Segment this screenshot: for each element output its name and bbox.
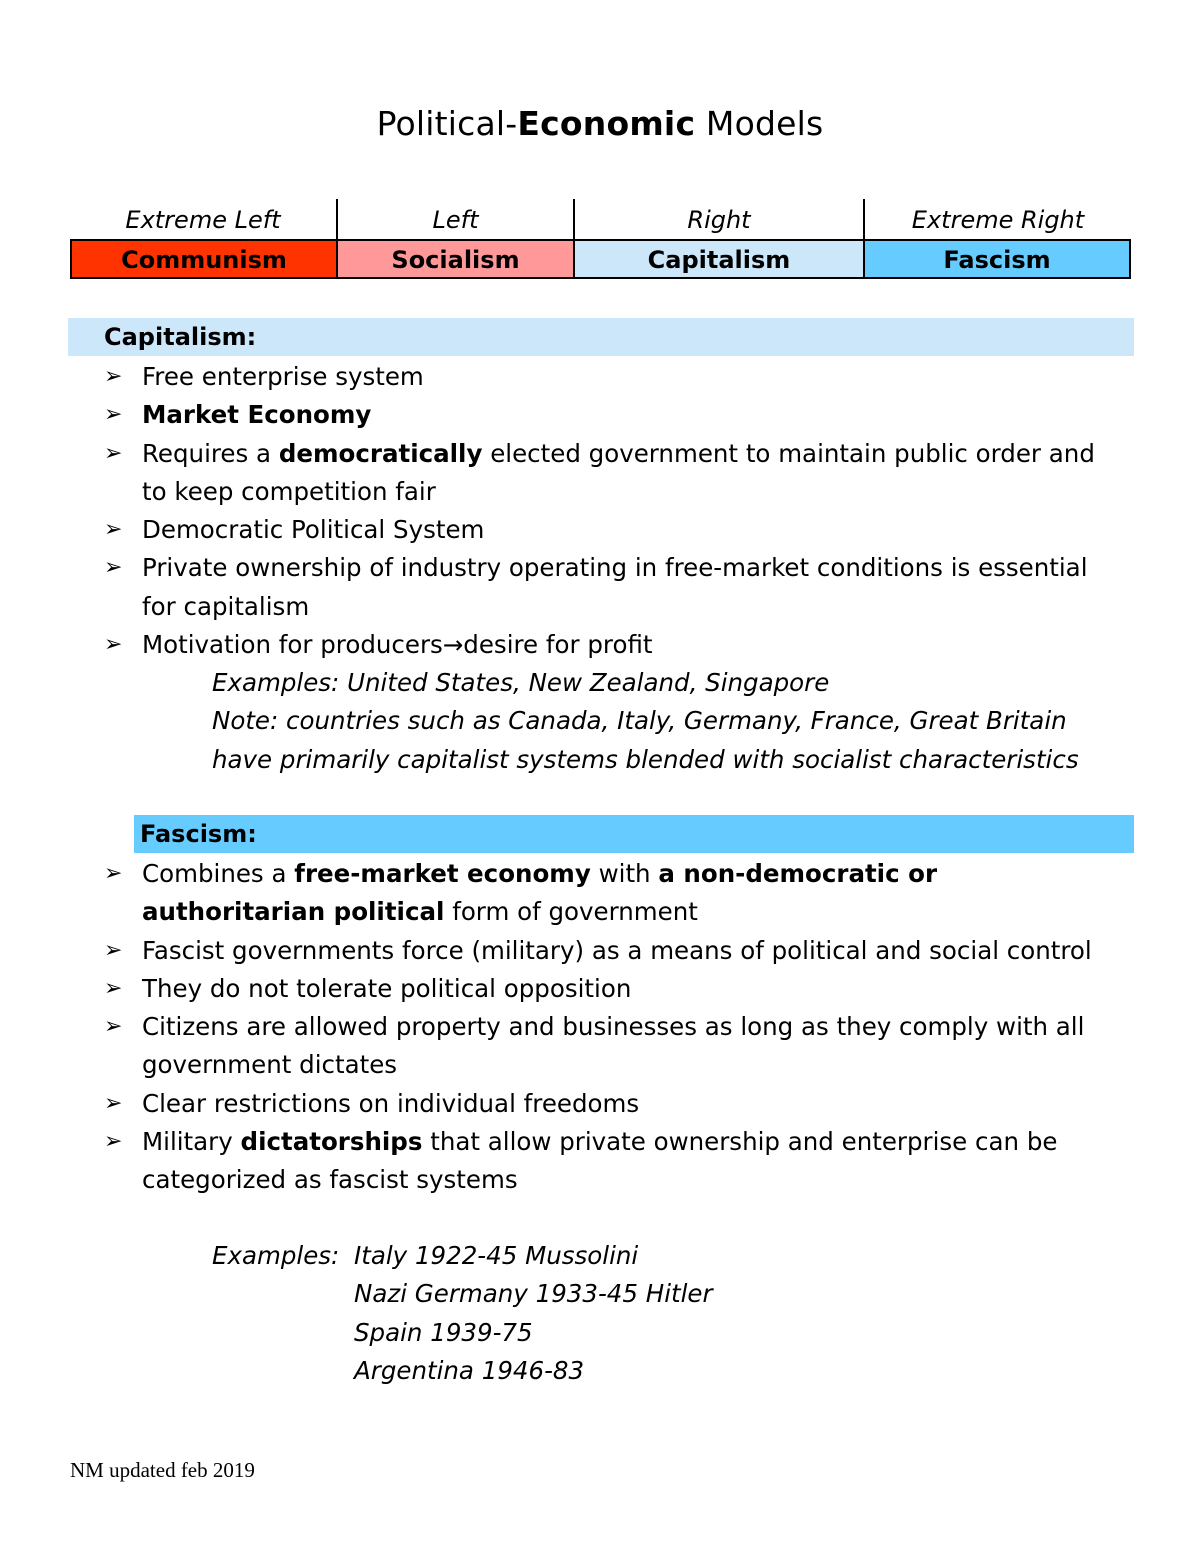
model-capitalism: Capitalism [573,241,863,277]
bullet-text: They do not tolerate political opposition [142,973,632,1003]
list-item [104,932,1114,970]
capitalism-note-line-1: Note: countries such as Canada, Italy, Germany, France, Great Britain [212,706,1067,736]
fascism-example-item: Italy 1922-45 Mussolini [354,1241,639,1270]
bullet-text: Motivation for producers→desire for profit [142,630,653,660]
footer-note: NM updated feb 2019 [70,1458,255,1482]
bullet-text: Private ownership of industry operating in free-market conditions is essential for capitalism [142,553,1088,621]
fascism-example-item: Nazi Germany 1933-45 Hitler [354,1279,713,1309]
spectrum-label-left: Left [336,199,573,239]
list-item [104,1085,1114,1123]
fascism-heading-band [134,815,1134,853]
arrowhead-bullet-icon: ➢ [104,632,123,658]
model-fascism: Fascism [863,241,1129,277]
bullet-text-bold: Market Economy [142,400,372,430]
spectrum-position-row [70,199,1131,239]
spectrum-label-right: Right [573,199,863,239]
arrowhead-bullet-icon: ➢ [104,364,123,389]
fascism-examples-list [354,1237,713,1390]
list-item [104,435,1114,512]
title-part-models: Models [695,104,824,143]
title-part-economic: Economic [517,104,696,143]
capitalism-examples-line: Examples: United States, New Zealand, Singapore [212,668,830,697]
list-item [104,626,1114,664]
list-item [104,511,1114,549]
bullet-text: Combines a [142,859,295,888]
fascism-bullet-list [104,855,1114,1200]
model-socialism: Socialism [336,241,573,277]
list-item [104,358,1114,396]
fascism-heading: Fascism: [140,820,257,848]
arrowhead-bullet-icon: ➢ [104,861,123,886]
arrowhead-bullet-icon: ➢ [104,975,123,1001]
bullet-text: Fascist governments force (military) as a means of political and social control [142,935,1092,965]
bullet-text: that allow private ownership and enterprise can be categorized as fascist systems [142,1127,1058,1195]
title-part-political: Political- [376,104,518,143]
fascism-example-item: Argentina 1946-83 [354,1355,585,1385]
capitalism-bullet-list [104,358,1114,664]
political-spectrum-table [70,199,1131,279]
arrowhead-bullet-icon: ➢ [104,517,123,543]
bullet-text: elected government to maintain public order and to keep competition fair [142,438,1095,506]
bullet-text: with [590,859,659,888]
capitalism-heading: Capitalism: [104,323,257,351]
bullet-text: form of government [444,897,698,927]
model-communism: Communism [72,241,336,277]
bullet-text: Democratic Political System [142,515,485,545]
bullet-text-bold: a non-democratic or authoritarian political [142,859,938,927]
bullet-text: Clear restrictions on individual freedoms [142,1088,640,1118]
spectrum-label-extreme-right: Extreme Right [863,199,1131,239]
arrowhead-bullet-icon: ➢ [104,1090,123,1116]
bullet-text-bold: dictatorships [240,1127,423,1157]
arrowhead-bullet-icon: ➢ [104,937,123,963]
capitalism-examples [212,664,1079,779]
list-item [104,1123,1114,1200]
capitalism-note-line-2: have primarily capitalist systems blended with socialist characteristics [212,744,1079,774]
arrowhead-bullet-icon: ➢ [104,555,123,581]
fascism-examples-label: Examples: [212,1241,340,1270]
arrowhead-bullet-icon: ➢ [104,1014,123,1040]
bullet-text: Military [142,1127,241,1157]
arrowhead-bullet-icon: ➢ [104,440,123,466]
list-item [104,549,1114,626]
fascism-example-item: Spain 1939-75 [354,1317,533,1347]
bullet-text-bold: free-market economy [294,859,591,888]
list-item [104,396,1114,434]
list-item [104,970,1114,1008]
bullet-text: Requires a [142,438,279,468]
list-item [104,855,1114,932]
arrowhead-bullet-icon: ➢ [104,402,123,428]
page-title [0,104,1200,143]
list-item [104,1008,1114,1085]
spectrum-label-extreme-left: Extreme Left [125,206,281,234]
spectrum-model-row [70,239,1131,279]
bullet-text: Citizens are allowed property and businesses as long as they comply with all government dictates [142,1012,1085,1080]
arrowhead-bullet-icon: ➢ [104,1129,123,1155]
bullet-text-bold: democratically [278,438,483,468]
bullet-text: Free enterprise system [142,362,424,391]
